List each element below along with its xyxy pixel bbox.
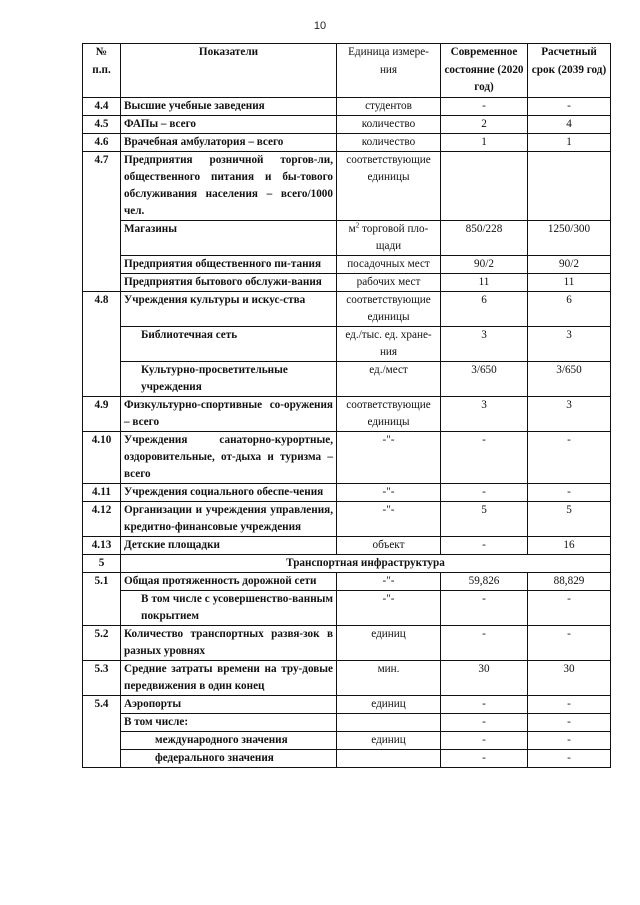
row-target: 6 — [528, 291, 611, 326]
section-num: 5 — [83, 554, 121, 572]
table-row — [83, 501, 611, 536]
row-num: 4.10 — [83, 431, 121, 483]
row-target: 88,829 — [528, 572, 611, 590]
row-num: 4.7 — [83, 151, 121, 291]
row-target: - — [528, 431, 611, 483]
row-unit: объект — [337, 536, 441, 554]
table-row — [83, 255, 611, 273]
row-name: Учреждения культуры и искус-ства — [121, 291, 337, 326]
row-num: 4.13 — [83, 536, 121, 554]
table-row — [83, 660, 611, 695]
row-unit: количество — [337, 115, 441, 133]
row-unit: ед./тыс. ед. хране-ния — [337, 326, 441, 361]
table-row — [83, 361, 611, 396]
row-current: 90/2 — [441, 255, 528, 273]
row-name: Высшие учебные заведения — [121, 97, 337, 115]
row-unit: -"- — [337, 483, 441, 501]
row-name: Культурно-просветительные учреждения — [121, 361, 337, 396]
row-name: Библиотечная сеть — [121, 326, 337, 361]
table-row — [83, 625, 611, 660]
row-name: федерального значения — [121, 749, 337, 767]
row-target: 4 — [528, 115, 611, 133]
row-name: Детские площадки — [121, 536, 337, 554]
table-row — [83, 749, 611, 767]
row-target: 11 — [528, 273, 611, 291]
row-name: международного значения — [121, 731, 337, 749]
row-target: - — [528, 749, 611, 767]
table-row — [83, 133, 611, 151]
row-name: ФАПы – всего — [121, 115, 337, 133]
row-unit: единиц — [337, 731, 441, 749]
row-unit: единиц — [337, 695, 441, 713]
row-current: - — [441, 625, 528, 660]
header-unit: Единица измере-ния — [337, 44, 441, 98]
row-current: 11 — [441, 273, 528, 291]
row-unit: рабочих мест — [337, 273, 441, 291]
table-row — [83, 326, 611, 361]
row-name: Предприятия бытового обслужи-вания — [121, 273, 337, 291]
row-num: 4.5 — [83, 115, 121, 133]
row-num: 4.4 — [83, 97, 121, 115]
unit-superscript: 2 — [355, 220, 360, 229]
row-unit: единиц — [337, 625, 441, 660]
row-target: - — [528, 695, 611, 713]
row-unit: студентов — [337, 97, 441, 115]
row-num: 4.9 — [83, 396, 121, 431]
row-name: Магазины — [121, 220, 337, 255]
row-unit: -"- — [337, 572, 441, 590]
row-name: Физкультурно-спортивные со-оружения – всего — [121, 396, 337, 431]
row-target: 3 — [528, 326, 611, 361]
row-target: - — [528, 590, 611, 625]
row-current: 59,826 — [441, 572, 528, 590]
row-current: - — [441, 695, 528, 713]
row-unit: -"- — [337, 431, 441, 483]
table-row — [83, 536, 611, 554]
row-num: 5.4 — [83, 695, 121, 767]
row-name: Предприятия общественного пи-тания — [121, 255, 337, 273]
row-current: 1 — [441, 133, 528, 151]
row-unit: -"- — [337, 590, 441, 625]
row-num: 4.11 — [83, 483, 121, 501]
indicators-table — [82, 43, 611, 768]
table-row — [83, 396, 611, 431]
row-current: - — [441, 431, 528, 483]
row-current: 850/228 — [441, 220, 528, 255]
row-unit: соответствующие единицы — [337, 151, 441, 220]
row-current: - — [441, 713, 528, 731]
table-row — [83, 590, 611, 625]
unit-prefix: м — [348, 222, 356, 235]
row-current: - — [441, 731, 528, 749]
table-row — [83, 151, 611, 220]
row-target: - — [528, 713, 611, 731]
row-num: 5.1 — [83, 572, 121, 625]
row-name: Общая протяженность дорожной сети — [121, 572, 337, 590]
row-target: 5 — [528, 501, 611, 536]
table-row — [83, 97, 611, 115]
row-name: Учреждения социального обеспе-чения — [121, 483, 337, 501]
row-target — [528, 151, 611, 220]
row-unit — [337, 749, 441, 767]
table-header-row — [83, 44, 611, 98]
row-current: 5 — [441, 501, 528, 536]
row-unit: -"- — [337, 501, 441, 536]
row-name: Организации и учреждения управления, кредитно-финансовые учреждения — [121, 501, 337, 536]
row-target: - — [528, 483, 611, 501]
header-current: Современное состояние (2020 год) — [441, 44, 528, 98]
row-current: 3 — [441, 396, 528, 431]
row-num: 4.6 — [83, 133, 121, 151]
row-current: - — [441, 590, 528, 625]
row-unit — [337, 713, 441, 731]
row-current: 6 — [441, 291, 528, 326]
table-row — [83, 115, 611, 133]
row-target: 1250/300 — [528, 220, 611, 255]
row-unit: мин. — [337, 660, 441, 695]
table-row — [83, 483, 611, 501]
row-num: 4.8 — [83, 291, 121, 396]
row-current: - — [441, 97, 528, 115]
table-row — [83, 291, 611, 326]
row-unit — [337, 220, 441, 255]
header-target: Расчетный срок (2039 год) — [528, 44, 611, 98]
row-current: - — [441, 536, 528, 554]
row-target: - — [528, 625, 611, 660]
row-unit: соответствующие единицы — [337, 291, 441, 326]
row-current: 2 — [441, 115, 528, 133]
row-target: 3 — [528, 396, 611, 431]
row-unit: количество — [337, 133, 441, 151]
page-number: 10 — [313, 20, 327, 32]
row-current: 3/650 — [441, 361, 528, 396]
table-row — [83, 695, 611, 713]
row-current: 30 — [441, 660, 528, 695]
row-target: - — [528, 97, 611, 115]
row-current: - — [441, 749, 528, 767]
table-row — [83, 731, 611, 749]
row-name: В том числе: — [121, 713, 337, 731]
row-num: 4.12 — [83, 501, 121, 536]
row-current — [441, 151, 528, 220]
row-num: 5.3 — [83, 660, 121, 695]
row-target: 1 — [528, 133, 611, 151]
table-row — [83, 273, 611, 291]
section-title: Транспортная инфраструктура — [121, 554, 611, 572]
header-num: № п.п. — [83, 44, 121, 98]
table-row — [83, 572, 611, 590]
row-name: В том числе с усовершенство-ванным покрытием — [121, 590, 337, 625]
row-unit: ед./мест — [337, 361, 441, 396]
table-row — [83, 431, 611, 483]
row-name: Аэропорты — [121, 695, 337, 713]
row-current: - — [441, 483, 528, 501]
row-name: Средние затраты времени на тру-довые передвижения в один конец — [121, 660, 337, 695]
row-unit: соответствующие единицы — [337, 396, 441, 431]
row-current: 3 — [441, 326, 528, 361]
row-name: Предприятия розничной торгов-ли, общественного питания и бы-тового обслуживания населения – всего/1000 чел. — [121, 151, 337, 220]
row-name: Врачебная амбулатория – всего — [121, 133, 337, 151]
row-target: 30 — [528, 660, 611, 695]
row-name: Количество транспортных развя-зок в разных уровнях — [121, 625, 337, 660]
row-name: Учреждения санаторно-курортные, оздоровительные, от-дыха и туризма – всего — [121, 431, 337, 483]
row-num: 5.2 — [83, 625, 121, 660]
row-target: 90/2 — [528, 255, 611, 273]
row-target: 3/650 — [528, 361, 611, 396]
row-unit: посадочных мест — [337, 255, 441, 273]
table-row — [83, 713, 611, 731]
row-target: 16 — [528, 536, 611, 554]
section-row — [83, 554, 611, 572]
header-name: Показатели — [121, 44, 337, 98]
row-target: - — [528, 731, 611, 749]
unit-suffix: торговой пло-щади — [359, 222, 429, 252]
table-row — [83, 220, 611, 255]
